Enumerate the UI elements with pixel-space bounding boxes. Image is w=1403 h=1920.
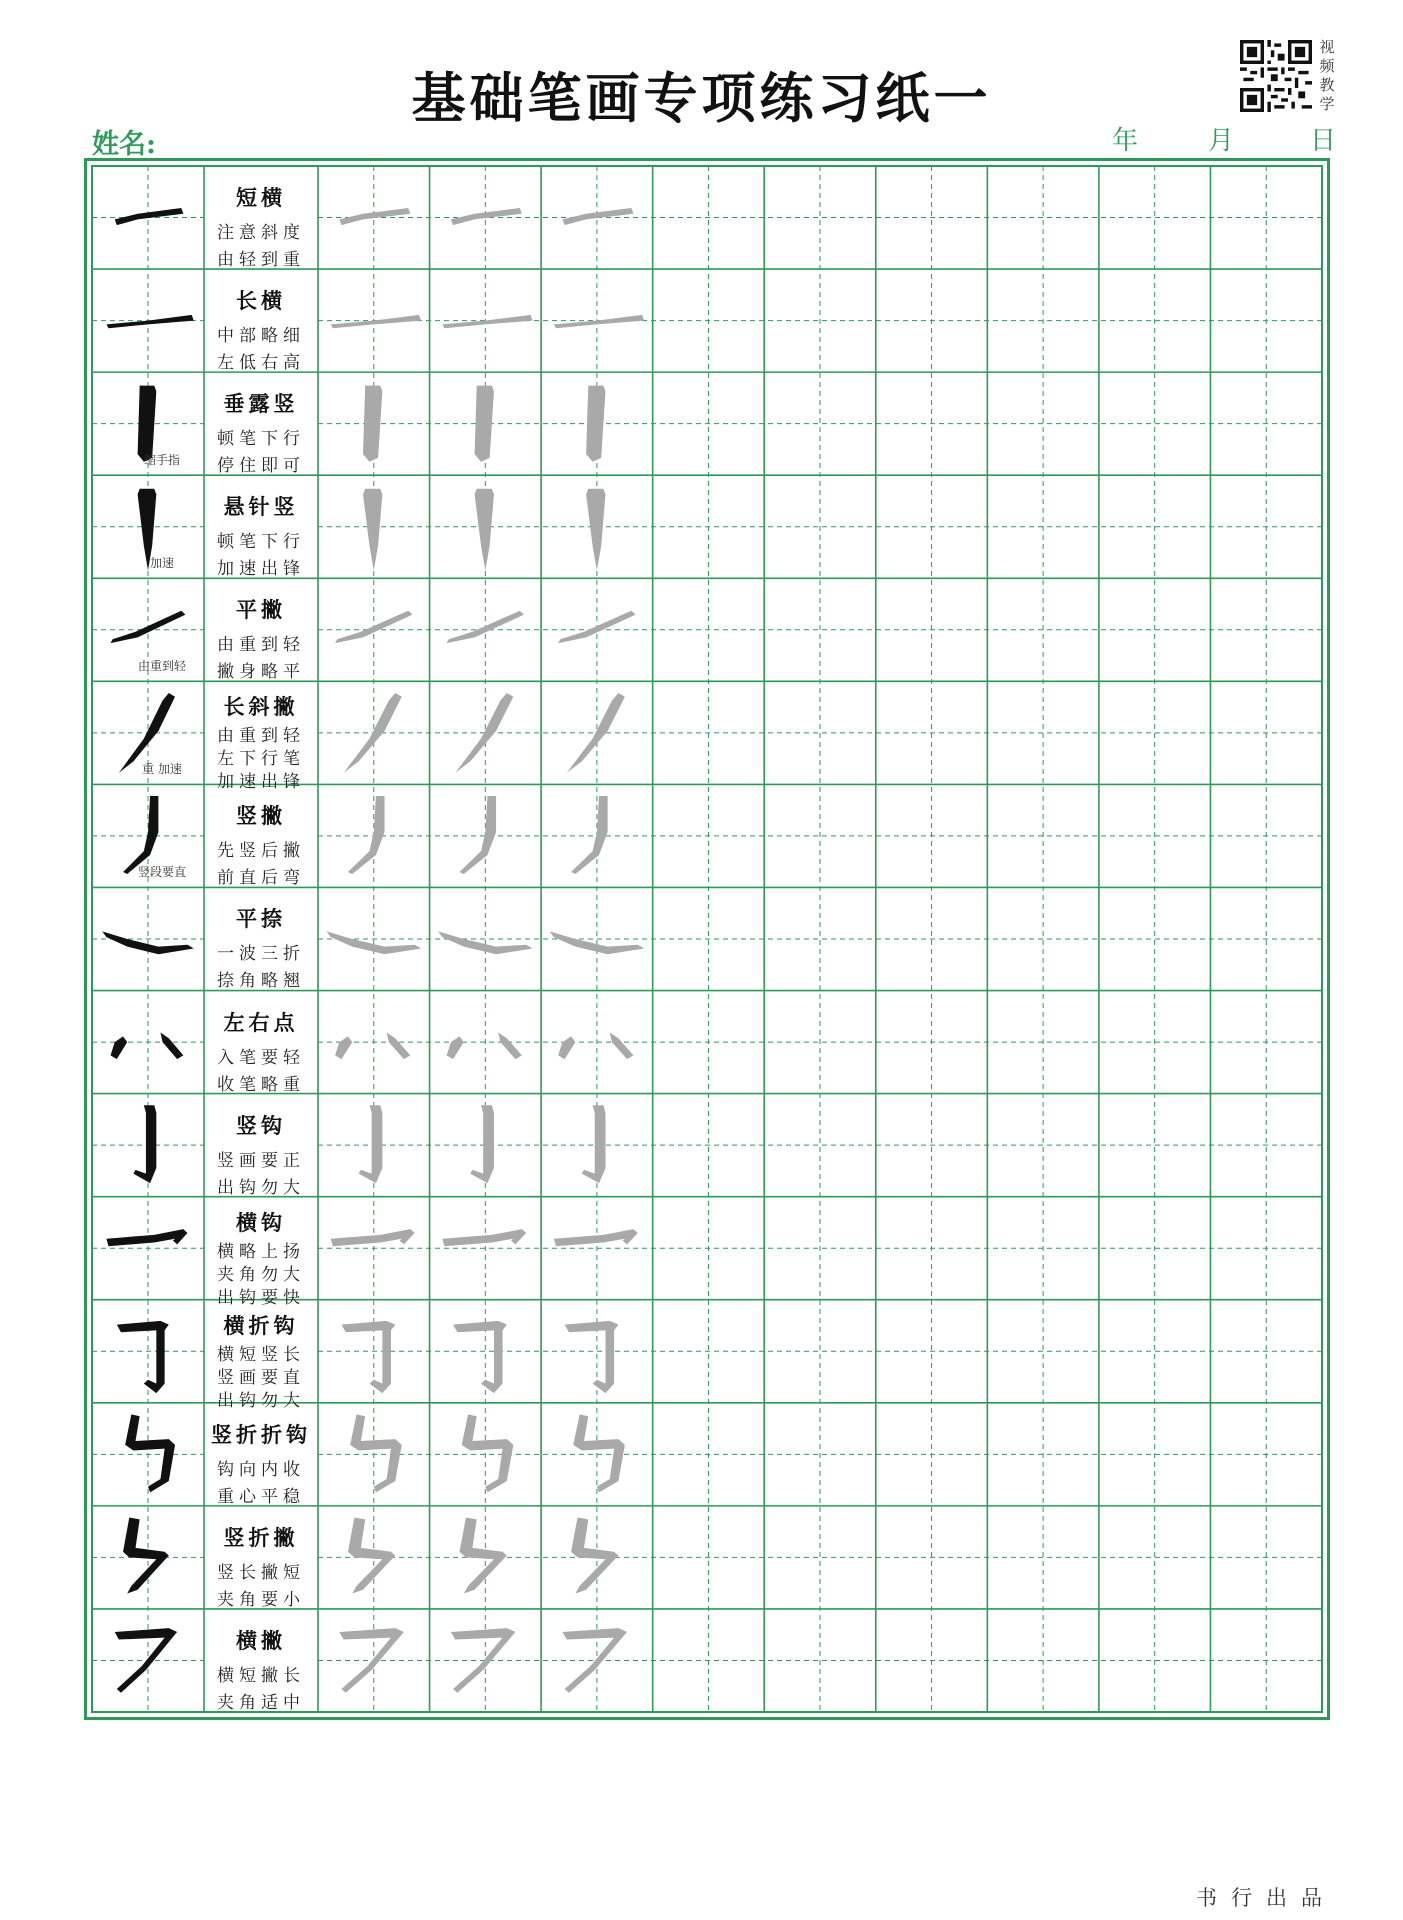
stroke-name: 横撇 [236,1627,286,1653]
stroke-note: 钩向内收 [217,1459,305,1480]
stroke-label [206,388,316,480]
stroke-side-note: 竖段要直 [137,865,186,880]
stroke-note: 横略上扬 [217,1241,305,1262]
stroke-note: 左低右高 [217,353,305,374]
stroke-label [206,1207,316,1310]
stroke-note: 由重到轻 [217,726,305,747]
date-day: 日 [1310,126,1337,156]
stroke-name: 平撇 [236,597,286,623]
date-month: 月 [1208,126,1235,156]
stroke-note: 捺角略翘 [217,971,305,992]
stroke-label [206,800,316,892]
page-title: 基础笔画专项练习纸一 [411,66,992,130]
stroke-note: 出钩勿大 [217,1177,305,1198]
stroke-note: 撇身略平 [217,662,305,683]
stroke-note: 顿笔下行 [217,532,305,553]
stroke-note: 注意斜度 [217,223,305,243]
stroke-label [206,1310,316,1413]
stroke-note: 入笔要轻 [217,1047,305,1068]
stroke-side-note: 加速 [149,556,174,571]
stroke-note: 一波三折 [217,944,305,965]
stroke-name: 长横 [236,288,286,314]
stroke-name: 横钩 [236,1209,286,1235]
stroke-name: 横折钩 [223,1312,299,1338]
stroke-note: 由重到轻 [217,635,305,656]
stroke-name: 短横 [236,185,286,210]
stroke-label [206,491,316,583]
stroke-note: 由轻到重 [217,250,305,270]
stroke-note: 重心平稳 [217,1486,305,1507]
stroke-note: 夹角适中 [217,1692,305,1713]
stroke-side-note: 由重到轻 [137,659,186,674]
date-year: 年 [1112,126,1139,156]
footer-credit: 书行出品 [1196,1886,1336,1910]
stroke-name: 竖折撇 [223,1524,299,1550]
stroke-name: 平捺 [236,906,286,932]
stroke-note: 停住即可 [217,456,305,477]
stroke-note: 前直后弯 [217,868,305,889]
stroke-name: 左右点 [223,1009,299,1035]
stroke-note: 竖长撇短 [217,1562,305,1583]
stroke-note: 夹角要小 [217,1589,305,1610]
stroke-label [206,691,316,794]
stroke-name: 竖钩 [236,1112,286,1138]
stroke-side-note: 重 加速 [142,762,182,777]
stroke-name: 长斜撇 [223,694,299,720]
stroke-name: 垂露竖 [223,391,299,417]
stroke-name: 竖折折钩 [211,1421,311,1447]
stroke-note: 收笔略重 [217,1074,305,1095]
stroke-note: 加速出锋 [217,772,305,793]
stroke-label [206,1625,316,1717]
qr-label: 视 频 教 学 [1319,38,1335,113]
stroke-note: 竖画要正 [217,1150,305,1171]
stroke-label [206,1007,316,1099]
stroke-note: 横短撇长 [217,1665,305,1686]
stroke-note: 夹角勿大 [217,1264,305,1285]
stroke-name: 悬针竖 [223,494,299,520]
stroke-label [206,594,316,686]
stroke-note: 出钩勿大 [217,1390,305,1411]
stroke-note: 竖画要直 [217,1367,305,1388]
stroke-note: 加速出锋 [217,559,305,580]
stroke-note: 横短竖长 [217,1344,305,1365]
stroke-label [206,903,316,995]
stroke-note: 中部略细 [217,326,305,347]
stroke-note: 出钩要快 [217,1287,305,1308]
stroke-note: 顿笔下行 [217,429,305,450]
stroke-name: 竖撇 [236,803,286,829]
name-label: 姓名: [92,129,156,160]
stroke-note: 先竖后撇 [217,841,305,862]
stroke-label [206,1110,316,1202]
stroke-label [206,285,316,377]
stroke-note: 左下行笔 [217,749,305,770]
stroke-label [206,1419,316,1511]
stroke-label [206,1522,316,1614]
stroke-side-note: 缩手指 [143,453,180,468]
stroke-label [206,182,316,274]
